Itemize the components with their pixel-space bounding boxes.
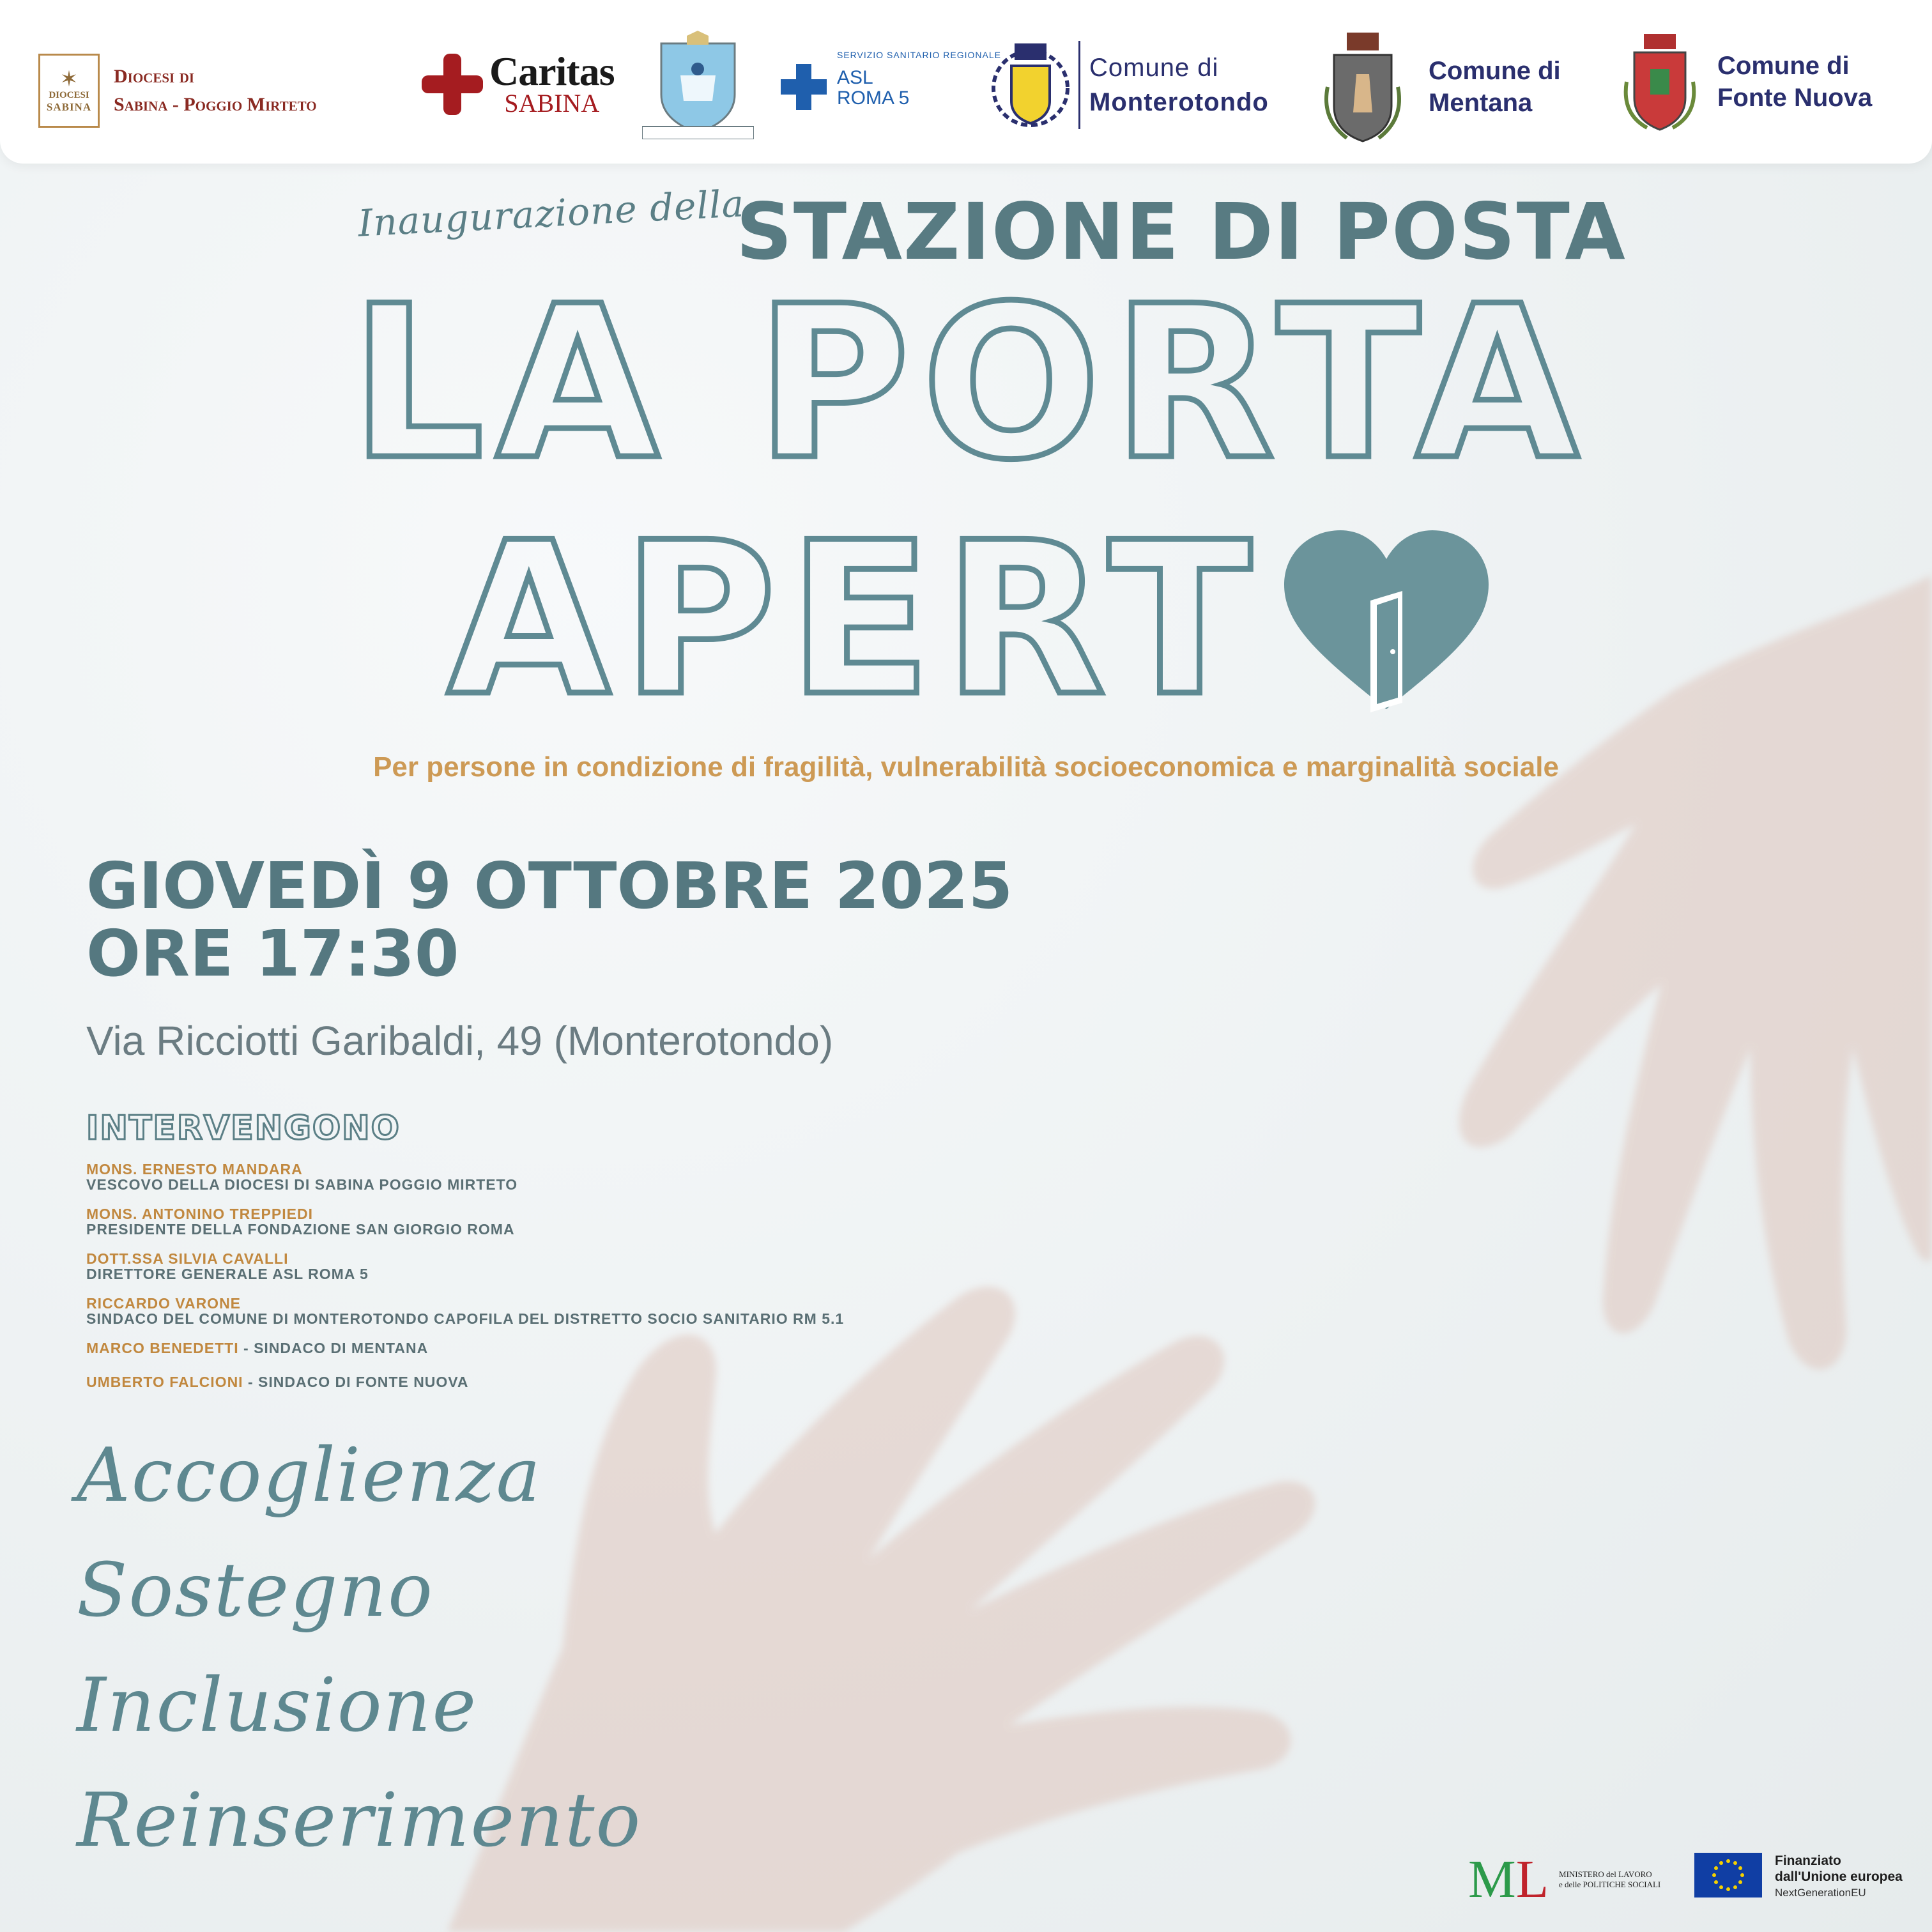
inaugurazione-label: Inaugurazione della xyxy=(356,181,746,245)
logo-bar xyxy=(0,0,1932,164)
title-line2: APERT xyxy=(447,497,1264,742)
diocesi-name-line1: Diocesi di xyxy=(114,66,195,87)
event-datetime xyxy=(86,848,1013,991)
mentana-line1: Comune di xyxy=(1429,57,1561,85)
monterotondo-crest-icon xyxy=(989,37,1072,133)
ministero-lavoro-logo xyxy=(1468,1850,1661,1909)
speaker-role: DIRETTORE GENERALE ASL ROMA 5 xyxy=(86,1266,369,1282)
event-date: GIOVEDÌ 9 OTTOBRE 2025 xyxy=(86,848,1013,923)
speaker-item xyxy=(86,1162,981,1192)
fonte-nuova-logo xyxy=(1621,31,1872,133)
monterotondo-separator xyxy=(1078,41,1080,129)
fonte-nuova-line2: Fonte Nuova xyxy=(1717,84,1873,112)
ministero-m-icon: ML xyxy=(1468,1850,1549,1909)
speaker-role: - SINDACO DI MENTANA xyxy=(238,1340,429,1356)
monterotondo-logo xyxy=(989,37,1269,133)
health-cross-icon xyxy=(781,64,827,110)
eu-flag-icon xyxy=(1694,1853,1762,1897)
diocesi-logo xyxy=(38,54,317,128)
value-word: Sostegno xyxy=(77,1547,434,1634)
caritas-sub: SABINA xyxy=(504,89,600,118)
speaker-role: - SINDACO DI FONTE NUOVA xyxy=(243,1374,469,1390)
diocesi-badge-line2: SABINA xyxy=(46,100,92,113)
speaker-item xyxy=(86,1206,981,1237)
speakers-heading: INTERVENGONO xyxy=(86,1109,401,1147)
speaker-name: RICCARDO VARONE xyxy=(86,1295,241,1312)
ministero-line2: e delle POLITICHE SOCIALI xyxy=(1559,1880,1661,1889)
eu-line3: NextGenerationEU xyxy=(1775,1887,1866,1899)
caritas-cross-icon xyxy=(422,54,483,115)
speaker-item xyxy=(86,1296,981,1326)
event-time: ORE 17:30 xyxy=(86,916,459,991)
values-list xyxy=(77,1418,641,1878)
monterotondo-line1: Comune di xyxy=(1089,54,1219,82)
event-address: Via Ricciotti Garibaldi, 49 (Monterotondo) xyxy=(86,1018,834,1064)
asl-small-label: SERVIZIO SANITARIO REGIONALE xyxy=(837,50,1001,60)
speakers-list xyxy=(86,1162,981,1408)
fonte-nuova-line1: Comune di xyxy=(1717,52,1850,80)
stazione-di-posta-heading: STAZIONE DI POSTA xyxy=(736,187,1627,277)
fondazione-san-giorgio-crest-icon xyxy=(642,31,754,139)
speaker-name: MONS. ANTONINO TREPPIEDI xyxy=(86,1206,313,1222)
eu-line1: Finanziato xyxy=(1775,1853,1841,1868)
value-word: Reinserimento xyxy=(77,1777,642,1864)
value-word: Inclusione xyxy=(77,1662,478,1749)
mentana-logo xyxy=(1321,29,1561,144)
speaker-name: MARCO BENEDETTI xyxy=(86,1340,239,1356)
speaker-role: PRESIDENTE DELLA FONDAZIONE SAN GIORGIO ROMA xyxy=(86,1221,515,1238)
star-icon: ✶ xyxy=(59,66,79,91)
diocesi-name-line2: Sabina - Poggio Mirteto xyxy=(114,94,317,115)
eu-line2: dall'Unione europea xyxy=(1775,1869,1903,1884)
asl-line2: ROMA 5 xyxy=(837,88,910,109)
speaker-name: MONS. ERNESTO MANDARA xyxy=(86,1161,303,1177)
speaker-role: VESCOVO DELLA DIOCESI DI SABINA POGGIO MIRTETO xyxy=(86,1176,518,1193)
diocesi-badge xyxy=(38,54,100,128)
mentana-crest-icon xyxy=(1321,29,1404,144)
title-line1: LA PORTA xyxy=(350,261,1591,506)
speaker-item xyxy=(86,1374,981,1390)
asl-roma5-logo xyxy=(781,50,1001,110)
monterotondo-line2: Monterotondo xyxy=(1089,88,1269,116)
ministero-line1: MINISTERO del LAVORO xyxy=(1559,1869,1652,1879)
speaker-item xyxy=(86,1340,981,1356)
fonte-nuova-crest-icon xyxy=(1621,31,1698,133)
mentana-line2: Mentana xyxy=(1429,89,1533,117)
caritas-logo xyxy=(422,49,615,118)
diocesi-badge-line1: DIOCESI xyxy=(49,89,89,100)
speaker-item xyxy=(86,1251,981,1282)
heart-door-icon xyxy=(1284,530,1489,716)
tagline: Per persone in condizione di fragilità, vulnerabilità socioeconomica e marginalità sociale xyxy=(373,751,1559,783)
eu-funding-logo xyxy=(1694,1853,1903,1901)
caritas-name: Caritas xyxy=(489,49,615,94)
speaker-role: SINDACO DEL COMUNE DI MONTEROTONDO CAPOFILA DEL DISTRETTO SOCIO SANITARIO RM 5.1 xyxy=(86,1310,845,1327)
speaker-name: UMBERTO FALCIONI xyxy=(86,1374,243,1390)
asl-line1: ASL xyxy=(837,67,873,88)
speaker-name: DOTT.SSA SILVIA CAVALLI xyxy=(86,1250,289,1267)
value-word: Accoglienza xyxy=(77,1432,542,1519)
